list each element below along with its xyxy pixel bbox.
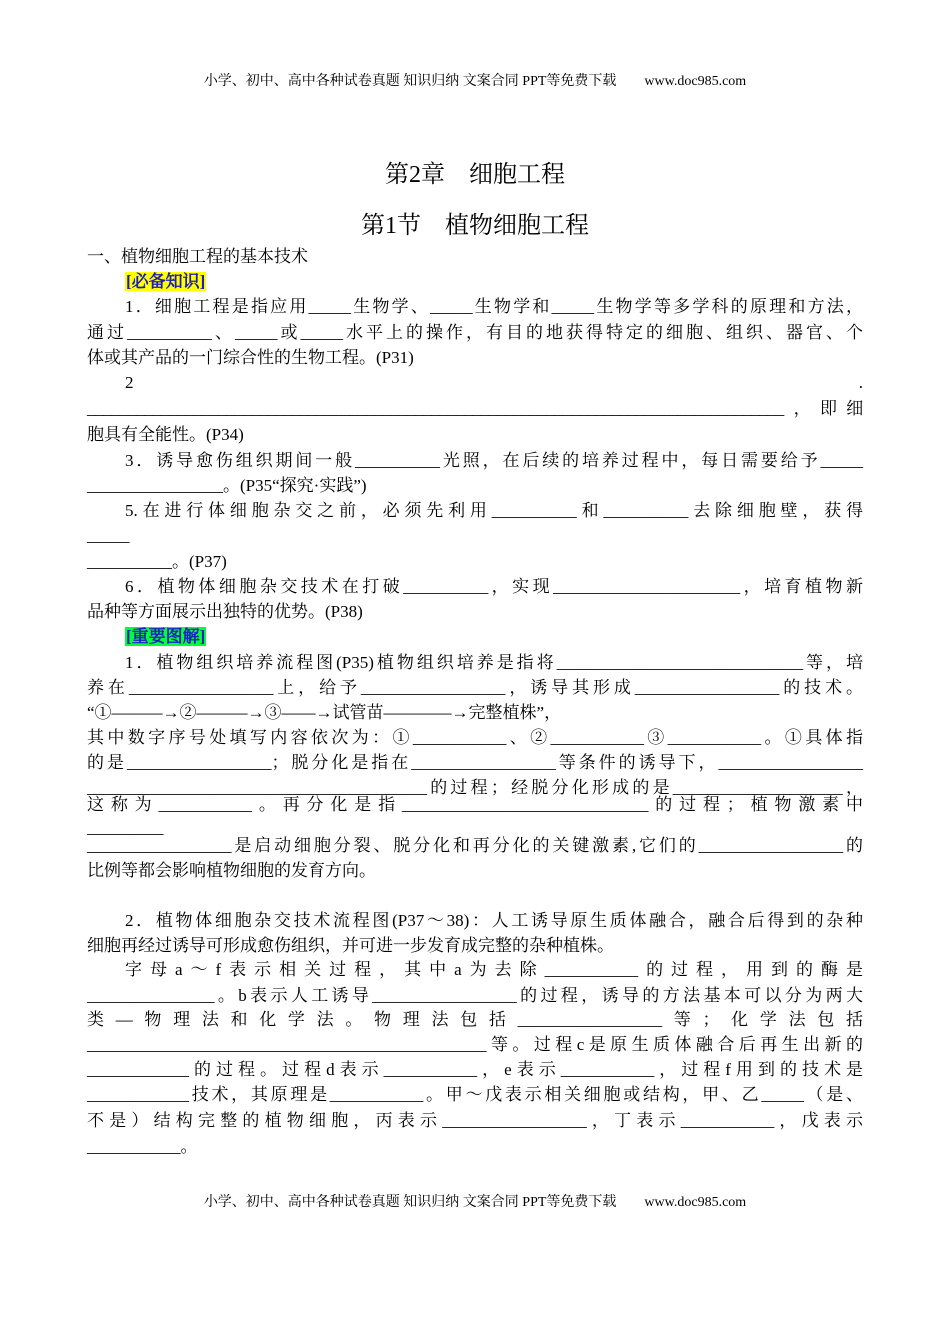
text-line: 品种等方面展示出独特的优势。(P38) — [87, 602, 363, 621]
text-line: _________________是启动细胞分裂、脱分化和再分化的关键激素,它们的_________________的 — [87, 836, 863, 855]
text-line: 2．植物体细胞杂交技术流程图(P37～38)：人工诱导原生质体融合，融合后得到的杂种 — [125, 911, 863, 930]
text-line: _________ — [87, 818, 164, 837]
text-line: ________________。(P35“探究·实践”) — [87, 476, 367, 495]
text-line: 体或其产品的一门综合性的生物工程。(P31) — [87, 348, 414, 367]
text-line: ________________________________________的过程；经脱分化形成的是____________________， — [87, 778, 863, 797]
tag-label: [必备知识] — [126, 272, 206, 291]
text-line: 这称为___________。再分化是指_____________________________的过程；植物激素中 — [87, 795, 863, 814]
text-line: 不是）结构完整的植物细胞，丙表示_________________，丁表示___________，戊表示 — [87, 1111, 863, 1130]
text-line: 类—物理法和化学法。物理法包括_________________等；化学法包括 — [87, 1010, 863, 1029]
text-line: 1．细胞工程是指应用_____生物学、_____生物学和_____生物学等多学科的原理和方法， — [125, 297, 863, 316]
text-line: 比例等都会影响植物细胞的发育方向。 — [87, 861, 376, 880]
text-line: 5.在进行体细胞杂交之前，必须先利用__________和__________去除细胞壁，获得 — [125, 501, 863, 520]
text-line: 字母a～f表示相关过程，其中a为去除___________的过程，用到的酶是 — [125, 960, 863, 979]
flow-chain: “①———→②———→③——→试管苗————→完整植株”， — [87, 703, 562, 722]
text-line: __________。(P37) — [87, 552, 227, 571]
page-header: 小学、初中、高中各种试卷真题 知识归纳 文案合同 PPT等免费下载 www.doc985.com — [203, 74, 747, 89]
text-line: ___________。 — [87, 1137, 198, 1156]
period: . — [858, 373, 863, 392]
text-line: 3．诱导愈伤组织期间一般__________光照，在后续的培养过程中，每日需要给予_____ — [125, 451, 863, 470]
text-line: ____________技术，其原理是___________。甲～戊表示相关细胞或结构，甲、乙_____（是、 — [87, 1085, 863, 1104]
text-line: 养在_________________上，给予_________________，诱导其形成_________________的技术。 — [87, 678, 863, 697]
tag-key-diagrams — [125, 625, 863, 649]
text-line: 1．植物组织培养流程图(P35)植物组织培养是指将_____________________________等，培 — [125, 653, 863, 672]
tag-required-knowledge — [125, 270, 863, 294]
text-line: _____ — [87, 526, 130, 545]
text-line — [125, 371, 863, 395]
text-line: 通过__________、_____或_____水平上的操作，有目的地获得特定的细胞、组织、器官、个 — [87, 323, 863, 342]
text-line: 的是_________________；脱分化是指在_________________等条件的诱导下，_________________ — [87, 753, 863, 772]
text-line: 其中数字序号处填写内容依次为：①___________、②___________③___________。①具体指 — [87, 728, 863, 747]
chapter-title: 第2章 细胞工程 — [385, 162, 565, 188]
text-line: _____________________________________________________________________________________，即细 — [87, 399, 863, 418]
text-line: _______________。b表示人工诱导_________________的过程，诱导的方法基本可以分为两大 — [87, 986, 863, 1005]
text-line: 6．植物体细胞杂交技术在打破__________，实现______________________，培育植物新 — [125, 577, 863, 596]
text-line: ____________的过程。过程d表示___________，e表示___________，过程f用到的技术是 — [87, 1060, 863, 1079]
heading-basic-tech: 一、植物细胞工程的基本技术 — [87, 247, 308, 266]
page-footer: 小学、初中、高中各种试卷真题 知识归纳 文案合同 PPT等免费下载 www.doc985.com — [203, 1195, 747, 1210]
text-line: 胞具有全能性。(P34) — [87, 425, 244, 444]
section-title: 第1节 植物细胞工程 — [361, 213, 589, 239]
text-line: _______________________________________________等。过程c是原生质体融合后再生出新的 — [87, 1035, 863, 1054]
text-line: 细胞再经过诱导可形成愈伤组织，并可进一步发育成完整的杂种植株。 — [87, 936, 614, 955]
tag-label: [重要图解] — [126, 627, 206, 646]
item-number: 2 — [125, 373, 134, 392]
